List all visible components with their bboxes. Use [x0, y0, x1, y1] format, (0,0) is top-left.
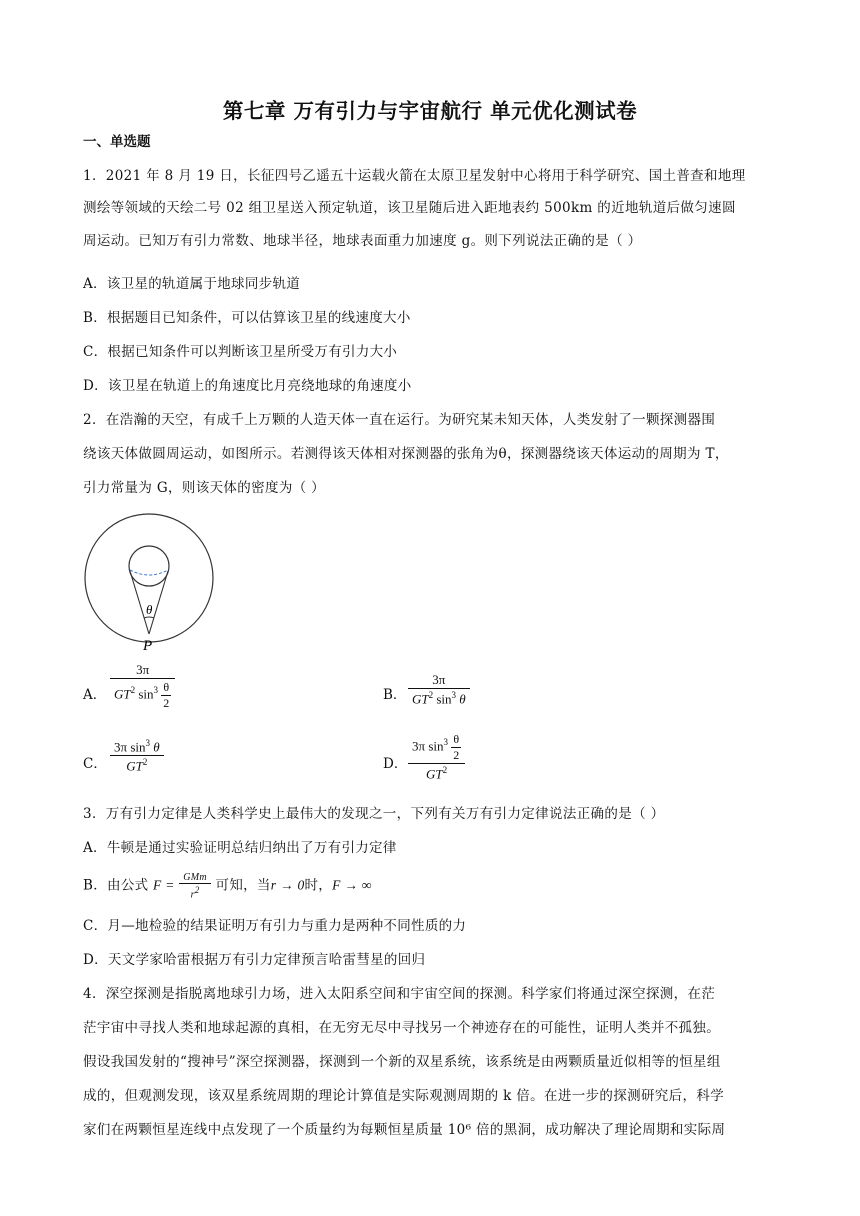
angle-arc — [144, 617, 154, 618]
q1-line-1: 1．2021 年 8 月 19 日，长征四号乙遥五十运载火箭在太原卫星发射中心将用于科学研究、国土普查和地理 — [83, 168, 746, 184]
q2c-numerator: 3π $\sin^3 \theta$ — [114, 738, 160, 755]
q3-option-c[interactable]: C．月—地检验的结果证明万有引力与重力是两种不同性质的力 — [83, 918, 467, 934]
q2-option-c-formula[interactable] — [110, 738, 164, 775]
q4-line-2: 茫宇宙中寻找人类和地球起源的真相，在无穷无尽中寻找另一个神迹存在的可能性，证明人类并不孤独。 — [83, 1020, 721, 1036]
q2-option-b-formula[interactable] — [408, 672, 470, 707]
q2-line-2: 绕该天体做圆周运动，如图所示。若测得该天体相对探测器的张角为θ，探测器绕该天体运动的周期为 T， — [83, 446, 729, 462]
q1-line-3: 周运动。已知万有引力常数、地球半径，地球表面重力加速度 g。则下列说法正确的是（ ） — [83, 233, 642, 249]
q1-option-b[interactable]: B．根据题目已知条件，可以估算该卫星的线速度大小 — [83, 310, 411, 326]
q2-line-3: 引力常量为 G，则该天体的密度为（ ） — [83, 480, 326, 496]
q2-option-d-formula[interactable] — [408, 732, 465, 782]
orbit-circle — [85, 514, 213, 642]
q3-line-1: 3．万有引力定律是人类科学史上最伟大的发现之一，下列有关万有引力定律说法正确的是（ ） — [83, 806, 665, 822]
q1-option-a[interactable]: A．该卫星的轨道属于地球同步轨道 — [83, 276, 301, 292]
q2-line-1: 2．在浩瀚的天空，有成千上万颗的人造天体一直在运行。为研究某未知天体，人类发射了一颗探测器围 — [83, 412, 716, 428]
q2a-numerator: 3π — [136, 662, 150, 677]
q4-line-1: 4．深空探测是指脱离地球引力场，进入太阳系空间和宇宙空间的探测。科学家们将通过深空探测，在茫 — [83, 986, 716, 1002]
q2a-denominator: $GT^2$ $\sin^3$ $\frac{\theta}{2}$ — [110, 678, 175, 711]
q1-option-d[interactable]: D．该卫星在轨道上的角速度比月亮绕地球的角速度小 — [83, 378, 412, 394]
q2b-denominator: $GT^2$ $\sin^3 \theta$ — [408, 688, 470, 707]
q3-option-a[interactable]: A．牛顿是通过实验证明总结归纳出了万有引力定律 — [83, 840, 397, 856]
orbit-figure — [80, 512, 220, 652]
q3-option-d[interactable]: D．天文学家哈雷根据万有引力定律预言哈雷彗星的回归 — [83, 952, 426, 968]
q2-option-b-label[interactable]: B． — [383, 687, 407, 703]
q4-line-4: 成的，但观测发现，该双星系统周期的理论计算值是实际观测周期的 k 倍。在进一步的探测研究后，科学 — [83, 1088, 725, 1104]
theta-label: θ — [146, 602, 153, 617]
q1-line-2: 测绘等领域的天绘二号 02 组卫星送入预定轨道，该卫星随后进入距地表约 500km 的近地轨道后做匀速圆 — [83, 200, 736, 216]
q2c-denominator: $GT^2$ — [110, 755, 164, 774]
planet-dashed-arc — [130, 570, 168, 575]
q2-option-a-label[interactable]: A． — [83, 687, 107, 703]
q4-line-5: 家们在两颗恒星连线中点发现了一个质量约为每颗恒星质量 10⁶ 倍的黑洞，成功解决了理论周期和实际周 — [83, 1122, 726, 1138]
q2-option-d-label[interactable]: D． — [383, 756, 408, 772]
q4-line-3: 假设我国发射的“搜神号”深空探测器，探测到一个新的双星系统，该系统是由两颗质量近似相等的恒星组 — [83, 1054, 721, 1070]
q2d-numerator: 3π $\sin^3$ $\frac{\theta}{2}$ — [412, 732, 460, 762]
section-heading: 一、单选题 — [83, 134, 151, 150]
point-p-label: P — [143, 638, 153, 652]
q2d-denominator: $GT^2$ — [408, 763, 465, 782]
page-title: 第七章 万有引力与宇宙航行 单元优化测试卷 — [222, 99, 638, 123]
q2-option-a-formula[interactable] — [110, 662, 175, 711]
q2-option-c-label[interactable]: C． — [83, 756, 107, 772]
planet-circle — [129, 546, 169, 586]
q1-option-c[interactable]: C．根据已知条件可以判断该卫星所受万有引力大小 — [83, 344, 398, 360]
q3-option-b[interactable]: B．由公式 F = $\frac{\text{GMm}}{r2}$ 可知，当r → 0时，F → ∞ — [83, 872, 372, 901]
q2b-numerator: 3π — [432, 672, 446, 687]
